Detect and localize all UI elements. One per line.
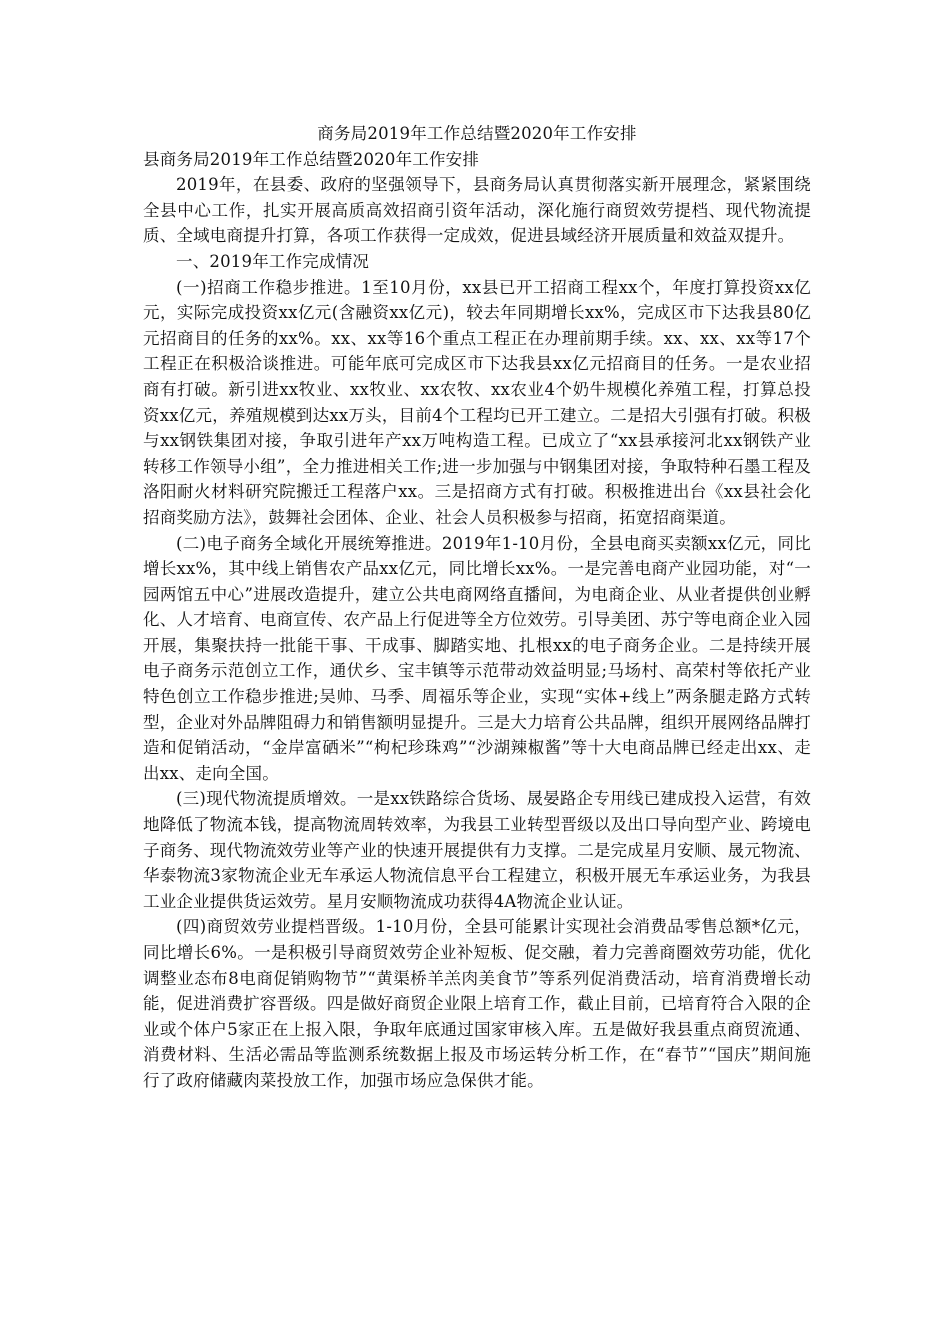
paragraph-ecommerce: (二)电子商务全域化开展统筹推进。2019年1-10月份，全县电商买卖额xx亿元，同比增长xx%，其中线上销售农产品xx亿元，同比增长xx%。一是完善电商产业园功能，对“一园两馆五中心”进展改造提升，建立公共电商网络直播间，为电商企业、从业者提供创业孵化、人才培育、电商宣传、农产品上行促进等全方位效劳。引导美团、苏宁等电商企业入园开展，集聚扶持一批能干事、干成事、脚踏实地、扎根xx的电子商务企业。二是持续开展电子商务示范创立工作，通伏乡、宝丰镇等示范带动效益明显;马场村、高荣村等依托产业特色创立工作稳步推进;吴帅、马季、周福乐等企业，实现“实体+线上”两条腿走路方式转型，企业对外品牌阻碍力和销售额明显提升。三是大力培育公共品牌，组织开展网络品牌打造和促销活动，“金岸富硒米”“枸杞珍珠鸡”“沙湖辣椒酱”等十大电商品牌已经走出xx、走出xx、走向全国。 xyxy=(143,533,811,783)
section-heading: 一、2019年工作完成情况 xyxy=(176,251,370,271)
paragraph-trade-services: (四)商贸效劳业提档晋级。1-10月份，全县可能累计实现社会消费品零售总额*亿元，同比增长6%。一是积极引导商贸效劳企业补短板、促交融，着力完善商圈效劳功能，优化调整业态布8电商促销购物节”“黄渠桥羊羔肉美食节”等系列促消费活动，培育消费增长动能，促进消费扩容晋级。四是做好商贸企业限上培育工作，截止目前，已培育符合入限的企业或个体户5家正在上报入限，争取年底通过国家审核入库。五是做好我县重点商贸流通、消费材料、生活必需品等监测系统数据上报及市场运转分析工作，在“春节”“国庆”期间施行了政府储藏肉菜投放工作，加强市场应急保供才能。 xyxy=(143,917,811,1090)
paragraph-logistics: (三)现代物流提质增效。一是xx铁路综合货场、晟晏路企专用线已建成投入运营，有效地降低了物流本钱，提高物流周转效率，为我县工业转型晋级以及出口导向型产业、跨境电子商务、现代物流效劳业等产业的快速开展提供有力支撑。二是完成星月安顺、晟元物流、华泰物流3家物流企业无车承运人物流信息平台工程建立，积极开展无车承运业务，为我县工业企业提供货运效劳。星月安顺物流成功获得4A物流企业认证。 xyxy=(143,789,811,911)
document-body xyxy=(143,121,811,1094)
paragraph-investment: (一)招商工作稳步推进。1至10月份，xx县已开工招商工程xx个，年度打算投资xx亿元，实际完成投资xx亿元(含融资xx亿元)，较去年同期增长xx%，完成区市下达我县80亿元招商目的任务的xx%。xx、xx等16个重点工程正在办理前期手续。xx、xx、xx等17个工程正在积极洽谈推进。可能年底可完成区市下达我县xx亿元招商目的任务。一是农业招商有打破。新引进xx牧业、xx牧业、xx农牧、xx农业4个奶牛规模化养殖工程，打算总投资xx亿元，养殖规模到达xx万头，目前4个工程均已开工建立。二是招大引强有打破。积极与xx钢铁集团对接，争取引进年产xx万吨构造工程。已成立了“xx县承接河北xx钢铁产业转移工作领导小组”，全力推进相关工作;进一步加强与中钢集团对接，争取特种石墨工程及洛阳耐火材料研究院搬迁工程落户xx。三是招商方式有打破。积极推进出台《xx县社会化招商奖励方法》，鼓舞社会团体、企业、社会人员积极参与招商，拓宽招商渠道。 xyxy=(143,277,811,527)
paragraph-intro: 2019年，在县委、政府的坚强领导下，县商务局认真贯彻落实新开展理念，紧紧围绕全县中心工作，扎实开展高质高效招商引资年活动，深化施行商贸效劳提档、现代物流提质、全域电商提升打算，各项工作获得一定成效，促进县域经济开展质量和效益双提升。 xyxy=(143,175,811,246)
document-subtitle: 县商务局2019年工作总结暨2020年工作安排 xyxy=(143,149,480,169)
document-title: 商务局2019年工作总结暨2020年工作安排 xyxy=(317,124,637,143)
